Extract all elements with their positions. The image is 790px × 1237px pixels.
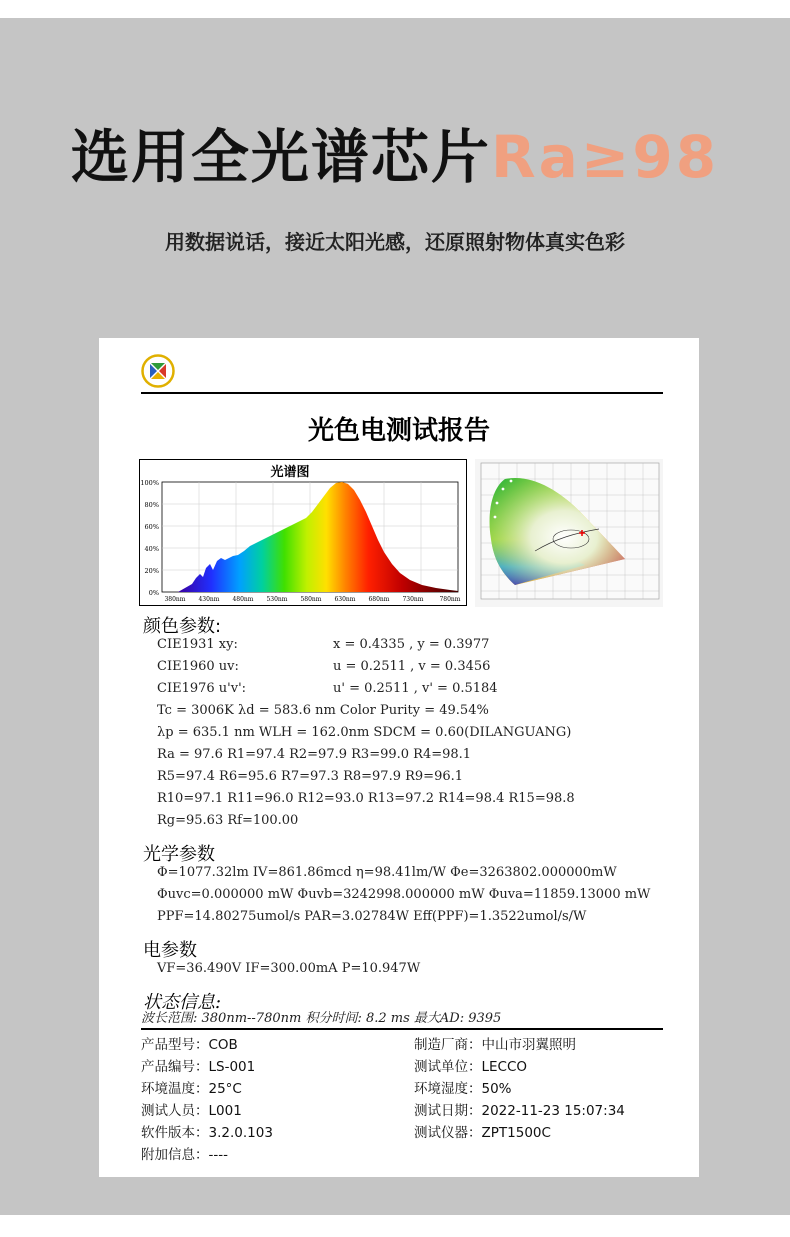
- spectrum-y-tick: 20%: [144, 567, 159, 575]
- spectrum-y-tick: 0%: [148, 589, 159, 597]
- spectrum-y-tick: 40%: [144, 545, 159, 553]
- info-test-unit: 测试单位：LECCO: [414, 1059, 528, 1075]
- headline-main: 选用全光谱芯片: [70, 123, 491, 191]
- optical-line-1: Φ=1077.32lm IV=861.86mcd η=98.41lm/W Φe=3263802.000000mW: [157, 865, 617, 880]
- info-rule: [141, 1028, 663, 1030]
- electrical-line: VF=36.490V IF=300.00mA P=10.947W: [157, 961, 421, 976]
- spectrum-x-tick: 530nm: [266, 596, 288, 603]
- info-product-model: 产品型号：COB: [141, 1037, 238, 1053]
- spectrum-x-tick: 430nm: [198, 596, 220, 603]
- headline: [0, 110, 790, 194]
- info-product-number: 产品编号：LS-001: [141, 1059, 256, 1075]
- ra-line-2: R5=97.4 R6=95.6 R7=97.3 R8=97.9 R9=96.1: [157, 769, 464, 784]
- peak-wavelength-line: λp = 635.1 nm WLH = 162.0nm SDCM = 0.60(DILANGUANG): [157, 725, 572, 740]
- rg-rf-line: Rg=95.63 Rf=100.00: [157, 813, 299, 828]
- spectrum-y-tick: 80%: [144, 501, 159, 509]
- headline-accent: Ra≥98: [490, 123, 720, 191]
- cie1976-label: CIE1976 u'v':: [157, 681, 247, 696]
- spectrum-x-tick: 680nm: [368, 596, 390, 603]
- optical-params-heading: 光学参数: [143, 844, 215, 865]
- spectrum-chart: [139, 459, 467, 606]
- info-ambient-temp: 环境温度：25°C: [141, 1081, 242, 1097]
- info-test-date: 测试日期：2022-11-23 15:07:34: [414, 1103, 625, 1119]
- optical-line-2: Φuvc=0.000000 mW Φuvb=3242998.000000 mW Φuva=11859.13000 mW: [157, 887, 651, 902]
- cie1976-value: u' = 0.2511 , v' = 0.5184: [333, 681, 498, 696]
- header-rule: [141, 392, 663, 394]
- subheadline: 用数据说话，接近太阳光感，还原照射物体真实色彩: [165, 230, 625, 254]
- test-report-sheet: [99, 338, 699, 1177]
- info-tester: 测试人员：L001: [141, 1103, 242, 1119]
- ra-line-1: Ra = 97.6 R1=97.4 R2=97.9 R3=99.0 R4=98.1: [157, 747, 472, 762]
- spectrum-y-tick: 60%: [144, 523, 159, 531]
- report-title: 光色电测试报告: [307, 416, 490, 446]
- info-manufacturer: 制造厂商：中山市羽翼照明: [414, 1037, 576, 1053]
- spectrum-x-tick: 580nm: [300, 596, 322, 603]
- spectrum-y-tick: 100%: [140, 479, 159, 487]
- cie1960-label: CIE1960 uv:: [157, 659, 239, 674]
- spectrum-x-tick: 730nm: [402, 596, 424, 603]
- info-software-version: 软件版本：3.2.0.103: [141, 1125, 273, 1141]
- spectrum-x-tick: 780nm: [439, 596, 461, 603]
- info-extra: 附加信息：----: [141, 1147, 228, 1163]
- cie1931-label: CIE1931 xy:: [157, 637, 238, 652]
- color-temp-line: Tc = 3006K λd = 583.6 nm Color Purity = 49.54%: [157, 703, 489, 718]
- spectrum-x-tick: 630nm: [334, 596, 356, 603]
- cie1931-value: x = 0.4335 , y = 0.3977: [333, 637, 490, 652]
- optical-line-3: PPF=14.80275umol/s PAR=3.02784W Eff(PPF)=1.3522umol/s/W: [157, 909, 587, 924]
- info-humidity: 环境湿度：50%: [414, 1081, 512, 1097]
- spectrum-x-tick: 480nm: [232, 596, 254, 603]
- spectrum-x-tick: 380nm: [164, 596, 186, 603]
- color-params-heading: 颜色参数:: [143, 616, 222, 637]
- status-heading: 状态信息:: [143, 992, 222, 1013]
- status-line: 波长范围: 380nm--780nm 积分时间: 8.2 ms 最大AD: 9395: [141, 1011, 502, 1026]
- lab-logo-icon: [141, 354, 175, 388]
- spectrum-title: 光谱图: [270, 465, 310, 480]
- electrical-params-heading: 电参数: [143, 940, 197, 961]
- ra-line-3: R10=97.1 R11=96.0 R12=93.0 R13=97.2 R14=98.4 R15=98.8: [157, 791, 575, 806]
- cie-chromaticity-diagram: [475, 459, 663, 607]
- cie1960-value: u = 0.2511 , v = 0.3456: [333, 659, 491, 674]
- info-instrument: 测试仪器：ZPT1500C: [414, 1125, 551, 1141]
